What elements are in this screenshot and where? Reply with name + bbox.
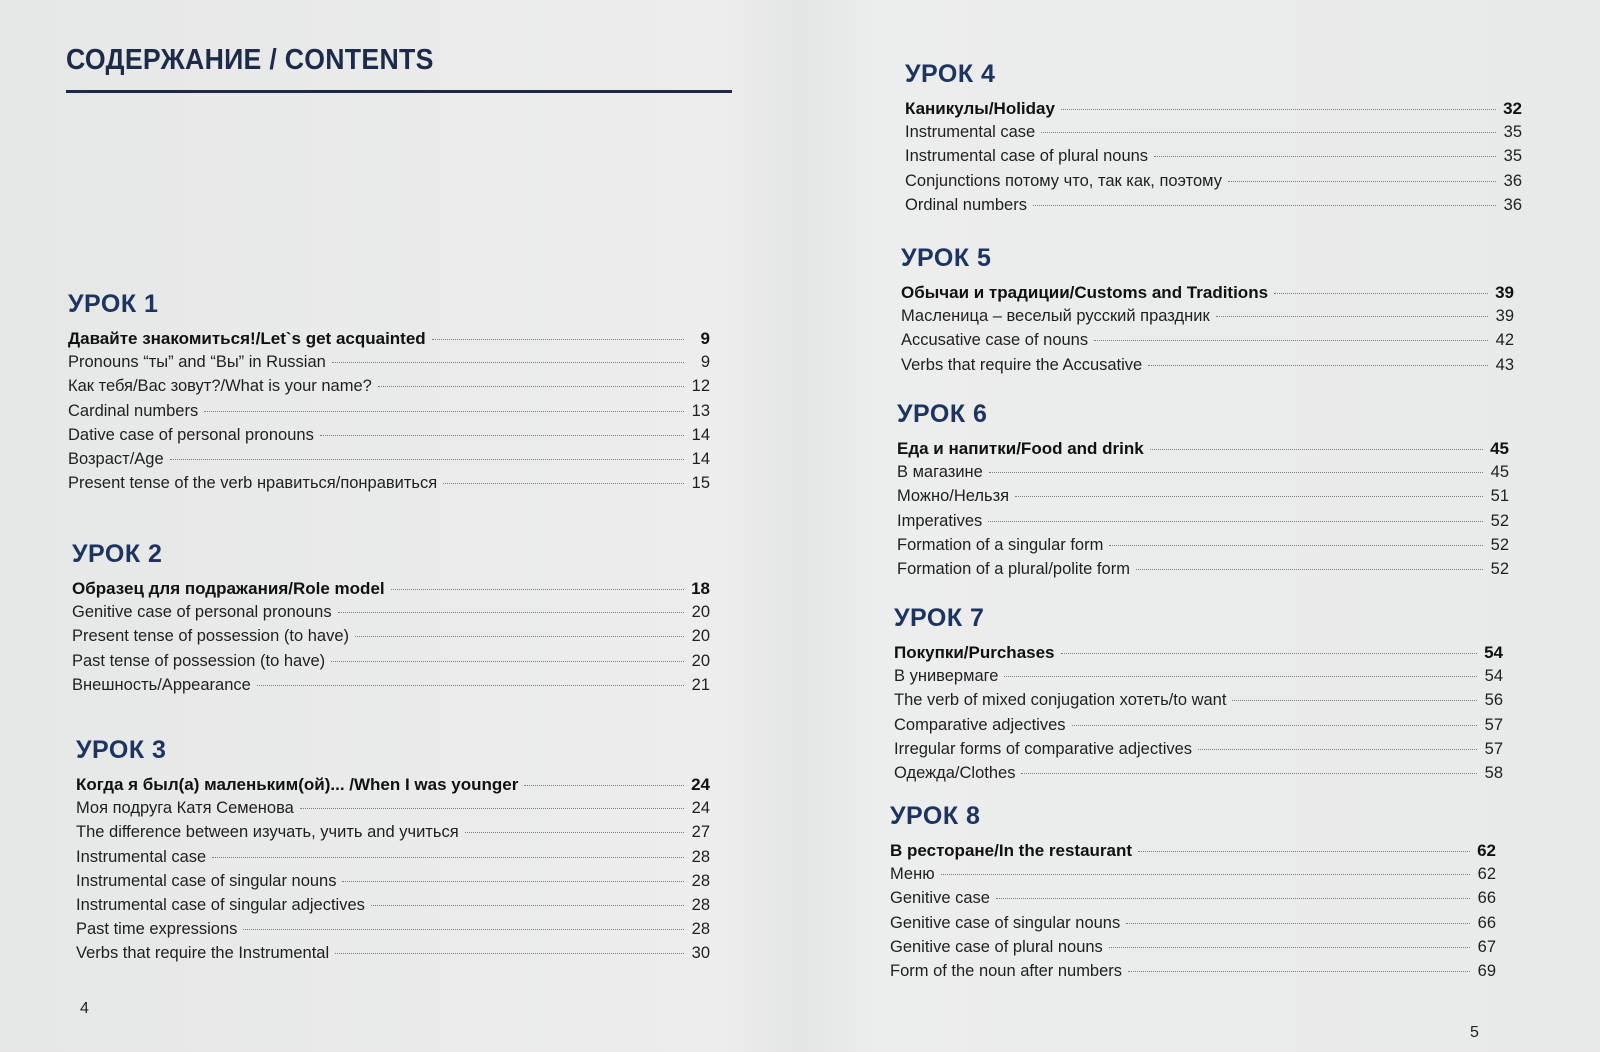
dot-leader (243, 929, 684, 930)
toc-entry[interactable] (894, 667, 1503, 691)
dot-leader (1232, 700, 1477, 701)
dot-leader (331, 661, 684, 662)
dot-leader (941, 874, 1470, 875)
toc-entry[interactable] (76, 799, 710, 823)
toc-entry-label: Обычаи и традиции/Customs and Traditions (901, 283, 1269, 302)
toc-entry[interactable] (905, 172, 1522, 196)
toc-entry-label: В ресторане/In the restaurant (890, 841, 1133, 860)
toc-entry-label: Past tense of possession (to have) (72, 651, 326, 670)
toc-entry-label: Instrumental case of singular adjectives (76, 895, 365, 914)
toc-page-number: 54 (1484, 643, 1503, 662)
toc-entry-label: В магазине (897, 463, 983, 482)
toc-entry[interactable] (894, 740, 1503, 764)
toc-entry-label: Моя подруга Катя Семенова (76, 799, 294, 818)
dot-leader (342, 881, 684, 882)
dot-leader (443, 483, 684, 484)
toc-entry-label: Меню (890, 865, 935, 884)
toc-entry-label: Когда я был(а) маленьким(ой)... /When I was younger (76, 775, 519, 794)
toc-entry-label: Давайте знакомиться!/Let`s get acquainted (68, 329, 426, 348)
lesson-section (72, 540, 710, 700)
toc-entry[interactable] (897, 463, 1509, 487)
toc-page-number: 69 (1477, 961, 1496, 980)
dot-leader (465, 832, 684, 833)
toc-entry-label: Одежда/Clothes (894, 763, 1016, 782)
right-page (880, 0, 1548, 1052)
toc-page-number: 21 (691, 675, 710, 694)
toc-page-number: 42 (1495, 331, 1514, 350)
dot-leader (1109, 545, 1483, 546)
toc-page-number: 45 (1490, 463, 1509, 482)
toc-page-number: 52 (1490, 535, 1509, 554)
toc-entry-label: Verbs that require the Accusative (901, 355, 1143, 374)
toc-page-number: 66 (1477, 913, 1496, 932)
lesson-section (76, 736, 710, 969)
toc-topic-entry[interactable] (890, 841, 1496, 865)
toc-entry[interactable] (901, 331, 1514, 355)
toc-entry[interactable] (905, 196, 1522, 220)
toc-entry[interactable] (890, 914, 1496, 938)
toc-entry-label: Масленица – веселый русский праздник (901, 307, 1210, 326)
toc-entry[interactable] (905, 123, 1522, 147)
toc-entry-label: Present tense of possession (to have) (72, 627, 349, 646)
toc-page-number: 43 (1495, 355, 1514, 374)
toc-entry-label: Accusative case of nouns (901, 331, 1089, 350)
dot-leader (1136, 569, 1483, 570)
dot-leader (524, 785, 684, 786)
toc-entry-label: Instrumental case (76, 847, 207, 866)
lesson-section (901, 244, 1514, 380)
lesson-heading: УРОК 5 (901, 244, 992, 272)
toc-page-number: 30 (691, 944, 710, 963)
toc-entry-label: Pronouns “ты” and “Вы” in Russian (68, 353, 326, 372)
lesson-heading: УРОК 2 (72, 540, 163, 568)
dot-leader (204, 411, 684, 412)
toc-page-number: 62 (1477, 841, 1496, 860)
dot-leader (1015, 496, 1483, 497)
toc-page-number: 20 (691, 603, 710, 622)
lesson-heading: УРОК 8 (890, 802, 981, 830)
toc-page-number: 36 (1503, 195, 1522, 214)
toc-entry-label: В универмаге (894, 667, 999, 686)
lesson-heading: УРОК 4 (905, 60, 996, 88)
toc-page-number: 9 (700, 329, 710, 348)
toc-topic-entry[interactable] (72, 579, 710, 603)
dot-leader (1198, 749, 1477, 750)
toc-entry[interactable] (76, 896, 710, 920)
toc-page-number: 14 (691, 425, 710, 444)
toc-entry[interactable] (68, 474, 710, 498)
toc-entry[interactable] (894, 716, 1503, 740)
toc-page-number: 9 (700, 353, 710, 372)
lesson-heading: УРОК 6 (897, 400, 988, 428)
toc-page-number: 54 (1484, 667, 1503, 686)
toc-page-number: 28 (691, 895, 710, 914)
toc-topic-entry[interactable] (76, 775, 710, 799)
toc-page-number: 24 (691, 799, 710, 818)
toc-entry-label: Comparative adjectives (894, 715, 1066, 734)
toc-entry-label: The difference between изучать, учить and учиться (76, 823, 459, 842)
toc-entry[interactable] (76, 944, 710, 968)
toc-page-number: 52 (1490, 559, 1509, 578)
page-folio-right: 5 (1470, 1024, 1479, 1041)
toc-entry-label: Irregular forms of comparative adjectives (894, 739, 1193, 758)
toc-page-number: 45 (1490, 439, 1509, 458)
lesson-heading: УРОК 1 (68, 290, 159, 318)
dot-leader (1128, 971, 1470, 972)
toc-topic-entry[interactable] (894, 643, 1503, 667)
toc-entry-label: Cardinal numbers (68, 401, 199, 420)
dot-leader (371, 905, 684, 906)
toc-page-number: 14 (691, 449, 710, 468)
toc-entry-label: Form of the noun after numbers (890, 961, 1123, 980)
toc-entry-label: Formation of a singular form (897, 535, 1104, 554)
dot-leader (391, 589, 684, 590)
toc-entry-label: Образец для подражания/Role model (72, 579, 385, 598)
toc-entry-label: Formation of a plural/polite form (897, 559, 1130, 578)
toc-entry[interactable] (76, 848, 710, 872)
toc-entry-label: Present tense of the verb нравиться/понравиться (68, 474, 438, 493)
toc-entry-label: Past time expressions (76, 920, 238, 939)
toc-page-number: 36 (1503, 171, 1522, 190)
dot-leader (170, 459, 684, 460)
dot-leader (1274, 293, 1488, 294)
toc-page-number: 32 (1503, 99, 1522, 118)
toc-entry[interactable] (72, 652, 710, 676)
toc-page-number: 52 (1490, 511, 1509, 530)
toc-entry[interactable] (68, 426, 710, 450)
toc-page-number: 51 (1490, 487, 1509, 506)
lesson-section (68, 290, 710, 498)
dot-leader (1216, 316, 1488, 317)
toc-page-number: 15 (691, 474, 710, 493)
toc-page-number: 13 (691, 401, 710, 420)
toc-entry[interactable] (68, 377, 710, 401)
toc-entry[interactable] (897, 512, 1509, 536)
dot-leader (1228, 181, 1496, 182)
toc-entry-label: Каникулы/Holiday (905, 99, 1055, 118)
toc-entry[interactable] (897, 560, 1509, 584)
toc-entry[interactable] (894, 691, 1503, 715)
dot-leader (1126, 923, 1470, 924)
toc-page-number: 18 (691, 579, 710, 598)
toc-page-number: 35 (1503, 123, 1522, 142)
dot-leader (332, 362, 684, 363)
dot-leader (1061, 109, 1496, 110)
toc-entry[interactable] (901, 307, 1514, 331)
toc-entry[interactable] (894, 764, 1503, 788)
dot-leader (989, 472, 1483, 473)
toc-entry-label: Покупки/Purchases (894, 643, 1055, 662)
toc-topic-entry[interactable] (905, 99, 1522, 123)
toc-page-number: 28 (691, 920, 710, 939)
dot-leader (355, 636, 684, 637)
toc-topic-entry[interactable] (68, 329, 710, 353)
lesson-heading: УРОК 7 (894, 604, 985, 632)
toc-entry[interactable] (897, 487, 1509, 511)
toc-entry-label: Можно/Нельзя (897, 487, 1010, 506)
toc-entry[interactable] (76, 920, 710, 944)
toc-page-number: 28 (691, 847, 710, 866)
toc-page-number: 27 (691, 823, 710, 842)
toc-page-number: 39 (1495, 283, 1514, 302)
toc-entry[interactable] (68, 450, 710, 474)
toc-entry-label: Genitive case of singular nouns (890, 913, 1121, 932)
toc-entry[interactable] (901, 356, 1514, 380)
dot-leader (1154, 156, 1496, 157)
lesson-section (890, 802, 1496, 986)
dot-leader (335, 953, 684, 954)
toc-entry-label: Conjunctions потому что, так как, поэтому (905, 171, 1222, 190)
dot-leader (1061, 653, 1477, 654)
toc-entry-label: The verb of mixed conjugation хотеть/to want (894, 691, 1227, 710)
toc-entry-label: Genitive case (890, 889, 990, 908)
toc-topic-entry[interactable] (897, 439, 1509, 463)
toc-entry-label: Instrumental case (905, 123, 1036, 142)
contents-title: СОДЕРЖАНИЕ / CONTENTS (66, 44, 434, 76)
lesson-section (905, 60, 1522, 220)
toc-entry[interactable] (890, 962, 1496, 986)
title-underline (66, 90, 732, 93)
toc-page-number: 56 (1484, 691, 1503, 710)
toc-entry[interactable] (890, 889, 1496, 913)
toc-entry[interactable] (72, 627, 710, 651)
toc-page-number: 57 (1484, 715, 1503, 734)
dot-leader (1041, 132, 1496, 133)
toc-page-number: 58 (1484, 763, 1503, 782)
dot-leader (996, 898, 1470, 899)
toc-entry-label: Genitive case of personal pronouns (72, 603, 332, 622)
dot-leader (1072, 725, 1478, 726)
dot-leader (1150, 449, 1483, 450)
dot-leader (1094, 340, 1488, 341)
toc-page-number: 66 (1477, 889, 1496, 908)
dot-leader (1109, 947, 1470, 948)
toc-page-number: 35 (1503, 147, 1522, 166)
toc-entry[interactable] (68, 402, 710, 426)
dot-leader (320, 435, 684, 436)
dot-leader (1148, 365, 1488, 366)
lesson-section (897, 400, 1509, 584)
left-page (62, 0, 732, 1052)
lesson-heading: УРОК 3 (76, 736, 167, 764)
dot-leader (1033, 205, 1496, 206)
toc-topic-entry[interactable] (901, 283, 1514, 307)
dot-leader (1021, 773, 1477, 774)
toc-entry[interactable] (890, 938, 1496, 962)
toc-entry-label: Внешность/Appearance (72, 675, 251, 694)
toc-page-number: 57 (1484, 739, 1503, 758)
toc-entry[interactable] (905, 147, 1522, 171)
toc-entry-label: Как тебя/Вас зовут?/What is your name? (68, 377, 372, 396)
toc-entry-label: Возраст/Age (68, 449, 164, 468)
toc-entry[interactable] (76, 823, 710, 847)
toc-entry[interactable] (72, 603, 710, 627)
toc-page-number: 67 (1477, 937, 1496, 956)
toc-entry[interactable] (897, 536, 1509, 560)
toc-entry-label: Ordinal numbers (905, 195, 1027, 214)
toc-page-number: 20 (691, 627, 710, 646)
toc-entry[interactable] (68, 353, 710, 377)
dot-leader (1138, 851, 1470, 852)
toc-entry[interactable] (72, 676, 710, 700)
dot-leader (378, 386, 684, 387)
toc-page-number: 62 (1477, 865, 1496, 884)
toc-page-number: 20 (691, 651, 710, 670)
dot-leader (212, 857, 684, 858)
dot-leader (432, 339, 684, 340)
toc-entry-label: Instrumental case of plural nouns (905, 147, 1149, 166)
toc-page-number: 28 (691, 871, 710, 890)
toc-entry-label: Еда и напитки/Food and drink (897, 439, 1144, 458)
dot-leader (1004, 676, 1477, 677)
dot-leader (988, 521, 1483, 522)
toc-page-number: 12 (691, 377, 710, 396)
toc-entry[interactable] (890, 865, 1496, 889)
toc-page-number: 39 (1495, 307, 1514, 326)
toc-entry-label: Verbs that require the Instrumental (76, 944, 330, 963)
lesson-section (894, 604, 1503, 788)
toc-entry-label: Instrumental case of singular nouns (76, 871, 337, 890)
dot-leader (338, 612, 684, 613)
page-folio-left: 4 (80, 1000, 89, 1017)
toc-page-number: 24 (691, 775, 710, 794)
dot-leader (257, 685, 684, 686)
toc-entry-label: Dative case of personal pronouns (68, 425, 314, 444)
toc-entry[interactable] (76, 872, 710, 896)
toc-entry-label: Imperatives (897, 511, 983, 530)
toc-entry-label: Genitive case of plural nouns (890, 937, 1103, 956)
dot-leader (300, 808, 684, 809)
